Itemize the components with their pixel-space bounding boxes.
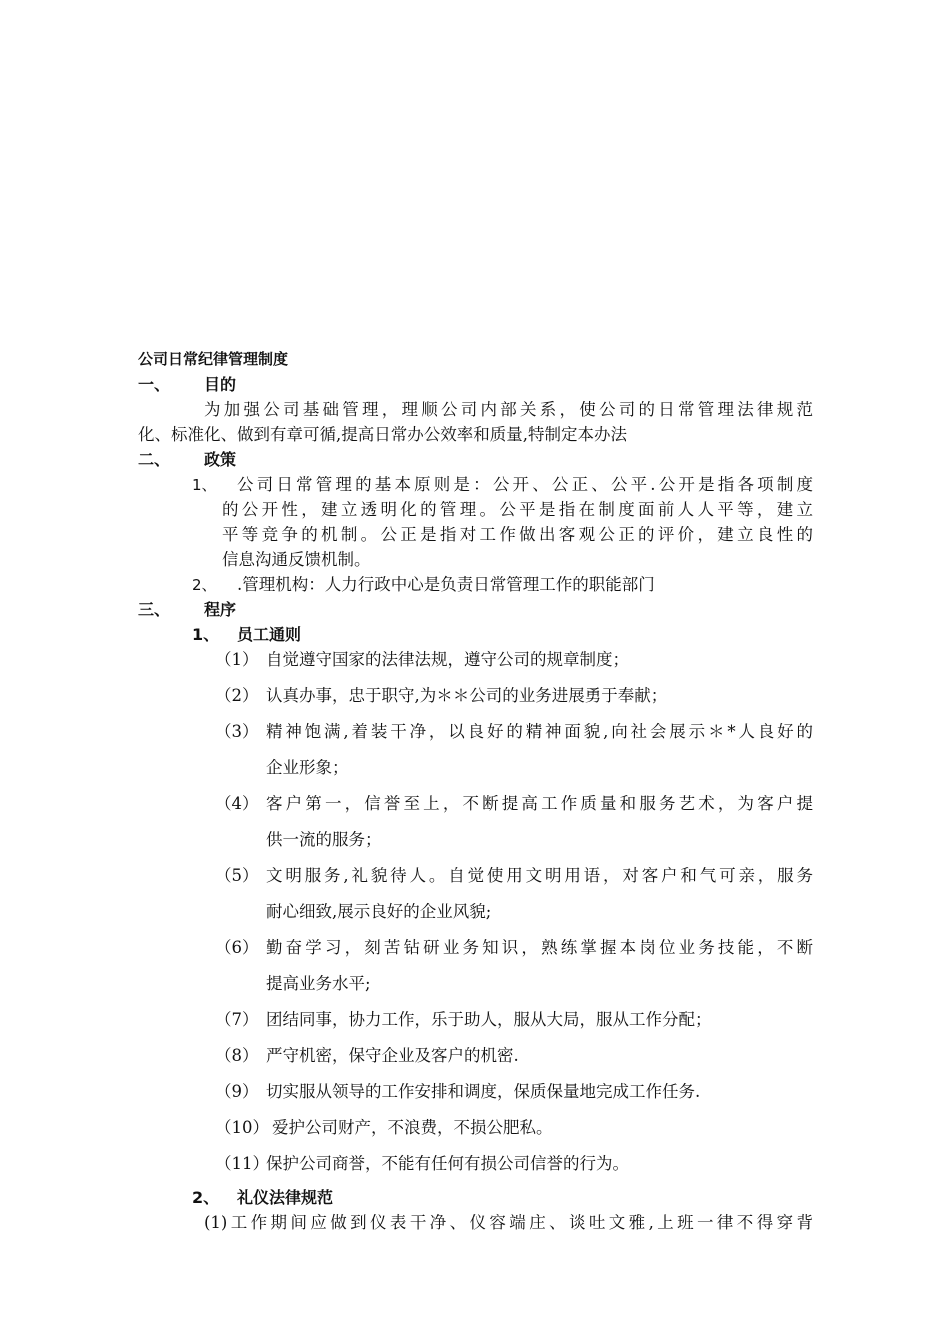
rule-5-line-1: 文明服务,礼貌待人。自觉使用文明用语，对客户和气可亲，服务	[266, 866, 813, 885]
policy-item-1-line-2: 的公开性，建立透明化的管理。公平是指在制度面前人人平等，建立	[222, 500, 813, 519]
rule-10-text: 爱护公司财产，不浪费，不损公肥私。	[272, 1118, 553, 1137]
rule-4-number: （4）	[215, 794, 259, 813]
rule-5-line-2: 耐心细致,展示良好的企业风貌;	[266, 902, 492, 921]
rule-8-text: 严守机密，保守企业及客户的机密.	[266, 1046, 519, 1065]
rule-6-line-2: 提高业务水平;	[266, 974, 371, 993]
rule-3-number: （3）	[215, 722, 259, 741]
section-3-heading: 程序	[204, 600, 237, 619]
rule-8-number: （8）	[215, 1046, 259, 1065]
section-2-number: 二、	[138, 450, 171, 469]
section-1-number: 一、	[138, 375, 171, 394]
rule-11-number: （11）	[215, 1154, 269, 1173]
rule-3-line-2: 企业形象；	[266, 758, 349, 777]
policy-item-1-line-3: 平等竞争的机制。公正是指对工作做出客观公正的评价，建立良性的	[222, 525, 813, 544]
subsection-1-heading: 员工通则	[237, 625, 302, 644]
section-1-paragraph-line-1: 为加强公司基础管理，理顺公司内部关系，使公司的日常管理法律规范	[204, 400, 813, 419]
rule-4-line-2: 供一流的服务；	[266, 830, 382, 849]
rule-2-text: 认真办事，忠于职守,为＊＊公司的业务进展勇于奉献；	[266, 686, 668, 705]
rule-9-number: （9）	[215, 1082, 259, 1101]
policy-item-1-line-1: 公司日常管理的基本原则是：公开、公正、公平.公开是指各项制度	[237, 475, 813, 494]
rule-5-number: （5）	[215, 866, 259, 885]
section-3-number: 三、	[138, 600, 171, 619]
rule-10-number: （10）	[215, 1118, 269, 1137]
rule-9-text: 切实服从领导的工作安排和调度，保质保量地完成工作任务.	[266, 1082, 701, 1101]
rule-3-line-1: 精神饱满,着装干净，以良好的精神面貌,向社会展示＊*人良好的	[266, 722, 813, 741]
rule-7-text: 团结同事，协力工作，乐于助人，服从大局，服从工作分配；	[266, 1010, 712, 1029]
rule-4-line-1: 客户第一，信誉至上，不断提高工作质量和服务艺术，为客户提	[266, 794, 813, 813]
section-2-heading: 政策	[204, 450, 237, 469]
policy-item-1-number: 1、	[192, 476, 217, 494]
subsection-2-heading: 礼仪法律规范	[237, 1188, 334, 1207]
rule-6-number: （6）	[215, 938, 259, 957]
policy-item-2-text: .管理机构：人力行政中心是负责日常管理工作的职能部门	[237, 575, 655, 594]
rule-1-number: （1）	[215, 650, 259, 669]
rule-6-line-1: 勤奋学习，刻苦钻研业务知识，熟练掌握本岗位业务技能，不断	[266, 938, 813, 957]
subsection-2-number: 2、	[192, 1188, 220, 1207]
subsection-1-number: 1、	[192, 625, 220, 644]
rule-1-text: 自觉遵守国家的法律法规，遵守公司的规章制度；	[266, 650, 629, 669]
section-1-heading: 目的	[204, 375, 237, 394]
rule-7-number: （7）	[215, 1010, 259, 1029]
policy-item-1-line-4: 信息沟通反馈机制。	[222, 550, 371, 569]
document-title: 公司日常纪律管理制度	[138, 350, 289, 368]
policy-item-2-number: 2、	[192, 576, 217, 594]
section-1-paragraph-line-2: 化、标准化、做到有章可循,提高日常办公效率和质量,特制定本办法	[138, 425, 627, 444]
rule-11-text: 保护公司商誉，不能有任何有损公司信誉的行为。	[266, 1154, 629, 1173]
etiquette-rule-1-line-1: (1)工作期间应做到仪表干净、仪容端庄、谈吐文雅,上班一律不得穿背	[204, 1213, 813, 1232]
rule-2-number: （2）	[215, 686, 259, 705]
